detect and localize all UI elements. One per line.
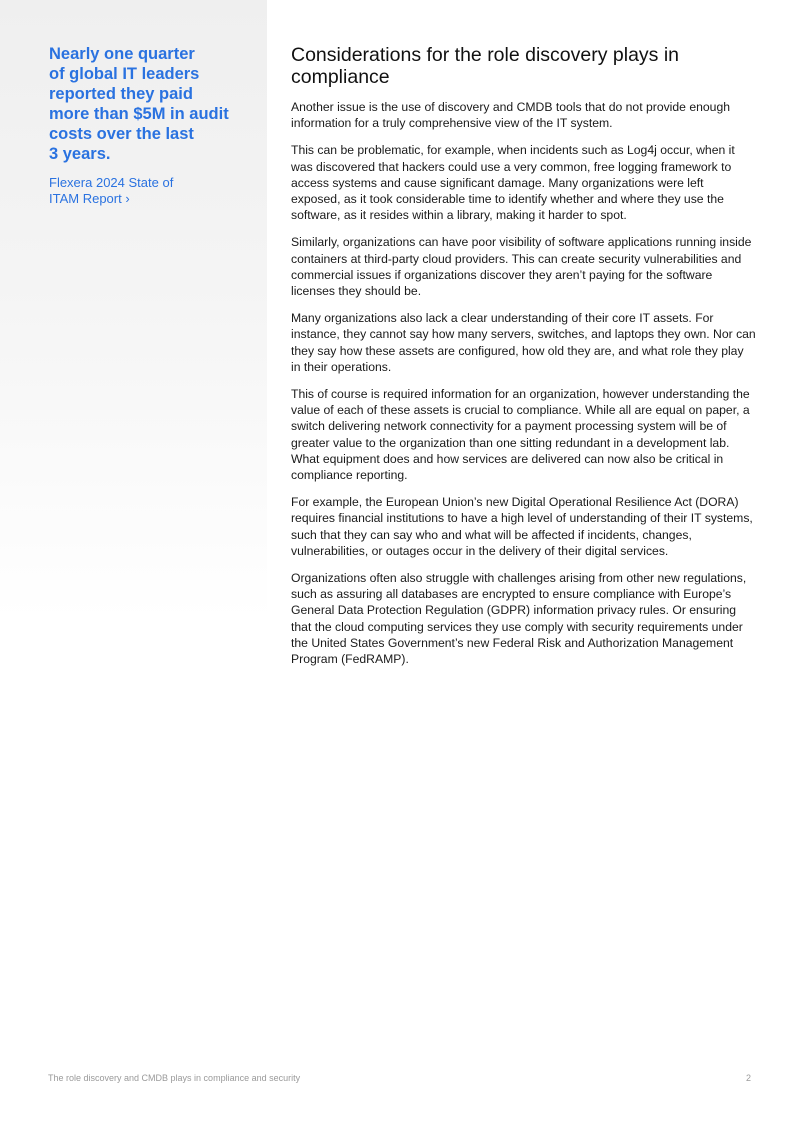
paragraph-6: For example, the European Union’s new Digital Operational Resilience Act (DORA) requires financial institutions to have a high level of understanding of their IT systems, such that they can say who and what will be affected if incidents, changes, vulnerabilities, or outages occur in the delivery of their digital services. — [291, 495, 753, 558]
footer-title: The role discovery and CMDB plays in compliance and security — [48, 1073, 301, 1083]
paragraph-3: Similarly, organizations can have poor visibility of software applications running inside containers at third-party cloud providers. This can create security vulnerabilities and commercial issues if organizations discover they aren’t paying for the software licenses they should be. — [291, 235, 752, 299]
paragraph-2: This can be problematic, for example, when incidents such as Log4j occur, when it was discovered that hackers could use a very common, free logging framework to access systems and cause significant damage. Many organizations were left exposed, as it took considerable time to identify whether and where they use the software, as it resides within a library, making it harder to spot. — [291, 143, 735, 223]
paragraph-1: Another issue is the use of discovery and CMDB tools that do not provide enough information for a truly comprehensive view of the IT system. — [291, 100, 731, 131]
paragraph-7: Organizations often also struggle with challenges arising from other new regulations, such as assuring all databases are encrypted to ensure compliance with Europe’s General Data Protection Regulation (GDPR) information privacy rules. Or ensuring that the cloud computing services they use comply with security requirements under the United States Government’s new Federal Risk and Authorization Management Program (FedRAMP). — [291, 571, 747, 667]
sidebar-panel — [0, 0, 267, 620]
section-heading: Considerations for the role discovery plays in compliance — [291, 44, 680, 88]
pull-quote: Nearly one quarter of global IT leaders reported they paid more than $5M in audit costs over the last 3 years. — [49, 45, 229, 163]
main-content — [291, 44, 756, 678]
paragraph-4: Many organizations also lack a clear understanding of their core IT assets. For instance, they cannot say how many servers, switches, and laptops they own. Nor can they say how these assets are configured, how old they are, and what role they play in their operations. — [291, 311, 756, 374]
report-source-link[interactable]: Flexera 2024 State of ITAM Report › — [49, 175, 174, 206]
page-number: 2 — [745, 1073, 751, 1083]
paragraph-5: This of course is required information for an organization, however understanding the value of each of these assets is crucial to compliance. While all are equal on paper, a switch delivering network connectivity for a payment processing system will be of greater value to the organization than one sitting redundant in a development lab. What equipment does and how services are delivered can now also be critical in compliance reporting. — [291, 387, 750, 483]
